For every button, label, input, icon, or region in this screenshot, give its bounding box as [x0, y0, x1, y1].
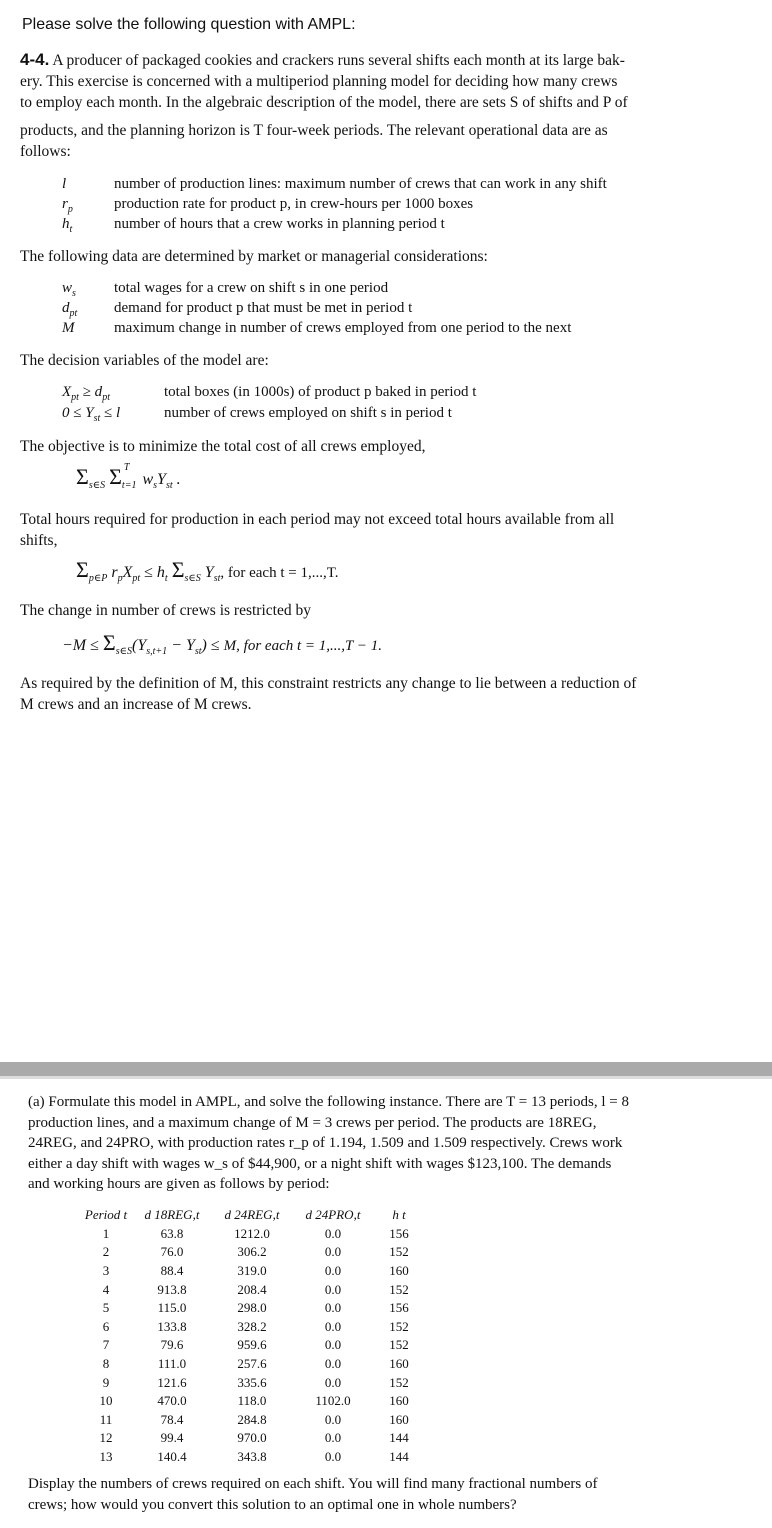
- table-cell: 959.6: [237, 1337, 267, 1353]
- table-cell: 0.0: [324, 1244, 342, 1260]
- table-cell: 144: [389, 1449, 409, 1465]
- bound-subscript: pt: [102, 392, 110, 403]
- table-row: [80, 1299, 424, 1318]
- intro-line: Please solve the following question with AMPL:: [22, 16, 356, 33]
- table-cell: 111.0: [157, 1356, 187, 1372]
- table-cell: 0.0: [324, 1225, 342, 1241]
- m-line: As required by the definition of M, this constraint restricts any change to lie between a reduction of: [20, 675, 637, 692]
- definition-text: number of production lines: maximum number of crews that can work in any shift: [114, 176, 607, 192]
- table-body: [80, 1225, 424, 1467]
- table-cell: 79.6: [160, 1337, 184, 1353]
- column-header: h t: [392, 1207, 406, 1223]
- table-cell: 144: [389, 1430, 409, 1446]
- part-a-line: either a day shift with wages w_s of $44,900, or a night shift with wages $123,100. The demands: [28, 1155, 612, 1172]
- variable-expression: X: [62, 384, 72, 400]
- definition-text: total wages for a crew on shift s in one period: [114, 280, 389, 296]
- closing-line: Display the numbers of crews required on each shift. You will find many fractional numbers of: [28, 1476, 598, 1492]
- column-header: d 24PRO,t: [305, 1207, 361, 1223]
- table-cell: 8: [102, 1356, 110, 1372]
- symbol: d: [62, 300, 70, 316]
- symbol-subscript: s: [72, 288, 76, 299]
- symbol: M: [62, 320, 75, 336]
- table-cell: 0.0: [324, 1356, 342, 1372]
- table-cell: 152: [389, 1281, 409, 1297]
- section-divider-shadow: [0, 1076, 772, 1079]
- table-cell: 470.0: [157, 1393, 187, 1409]
- table-row: [80, 1262, 424, 1281]
- problem-line: products, and the planning horizon is T four-week periods. The relevant operational data are as: [20, 122, 608, 139]
- column-header: Period t: [84, 1207, 128, 1223]
- table-cell: 121.6: [157, 1374, 187, 1390]
- table-row: [80, 1411, 424, 1430]
- operational-data-list: [0, 174, 772, 238]
- problem-line: A producer of packaged cookies and crackers runs several shifts each month at its large bak-: [52, 52, 625, 69]
- hours-intro: [20, 509, 700, 551]
- table-cell: 1102.0: [315, 1393, 351, 1409]
- table-cell: 11: [99, 1411, 113, 1427]
- table-cell: 0.0: [324, 1449, 342, 1465]
- table-row: [80, 1280, 424, 1299]
- hours-line: Total hours required for production in each period may not exceed total hours available from all: [20, 511, 615, 528]
- symbol: w: [62, 280, 73, 296]
- table-cell: 152: [389, 1337, 409, 1353]
- variable-description: total boxes (in 1000s) of product p baked in period t: [164, 384, 477, 400]
- table-row: [80, 1392, 424, 1411]
- table-row: [80, 1373, 424, 1392]
- problem-paragraph-1: [20, 49, 700, 113]
- table-cell: 156: [389, 1300, 409, 1316]
- table-cell: 115.0: [157, 1300, 187, 1316]
- table-cell: 0.0: [324, 1337, 342, 1353]
- table-row: [80, 1355, 424, 1374]
- m-explanation: [20, 673, 700, 715]
- part-a-line: and working hours are given as follows by period:: [28, 1176, 330, 1192]
- definition-text: demand for product p that must be met in period t: [114, 300, 413, 316]
- table-cell: 343.8: [237, 1449, 267, 1465]
- table-cell: 335.6: [237, 1374, 267, 1390]
- table-cell: 152: [389, 1244, 409, 1260]
- table-cell: 160: [389, 1356, 409, 1372]
- table-cell: 78.4: [160, 1411, 184, 1427]
- variable-expression: 0 ≤ Y: [62, 405, 94, 421]
- table-cell: 328.2: [237, 1318, 267, 1334]
- table-cell: 208.4: [237, 1281, 267, 1297]
- table-cell: 0.0: [324, 1300, 342, 1316]
- table-cell: 0.0: [324, 1430, 342, 1446]
- section-divider: [0, 1062, 772, 1076]
- table-row: [80, 1429, 424, 1448]
- closing-line: crews; how would you convert this solution to an optimal one in whole numbers?: [28, 1496, 517, 1513]
- table-cell: 2: [102, 1244, 110, 1260]
- column-header: d 18REG,t: [144, 1207, 200, 1223]
- table-cell: 10: [99, 1393, 113, 1409]
- problem-line: follows:: [20, 143, 71, 160]
- table-cell: 160: [389, 1411, 409, 1427]
- table-cell: 1: [102, 1225, 110, 1241]
- table-cell: 118.0: [237, 1393, 267, 1409]
- symbol: l: [62, 176, 67, 192]
- market-data-list: [0, 278, 772, 342]
- table-cell: 13: [99, 1449, 113, 1465]
- table-cell: 88.4: [160, 1263, 184, 1279]
- hours-line: shifts,: [20, 532, 58, 549]
- hours-constraint: $\Sigma_{p\in P}$ $r_pX_{pt} \le h_t$ $\Sigma_{s\in S}$ $Y_{st}$, for each t = 1,...,T.: [76, 557, 339, 584]
- table-cell: 0.0: [324, 1318, 342, 1334]
- m-line: M crews and an increase of M crews.: [20, 696, 252, 713]
- table-cell: 970.0: [237, 1430, 267, 1446]
- table-row: [80, 1243, 424, 1262]
- problem-line: to employ each month. In the algebraic description of the model, there are sets S of shifts and P of: [20, 94, 628, 111]
- objective-formula: $\Sigma_{s\in S}$ Σ $_{T t=1}$ $w_sY_{st}$ .: [76, 462, 181, 491]
- part-a-line: production lines, and a maximum change of M = 3 crews per period. The products are 18REG,: [28, 1114, 597, 1131]
- table-cell: 133.8: [157, 1318, 187, 1334]
- variable-description: number of crews employed on shift s in period t: [164, 405, 452, 421]
- table-cell: 160: [389, 1393, 409, 1409]
- closing-paragraph: [28, 1474, 728, 1515]
- table-cell: 0.0: [324, 1263, 342, 1279]
- table-cell: 6: [102, 1318, 110, 1334]
- table-cell: 152: [389, 1318, 409, 1334]
- table-cell: 140.4: [157, 1449, 187, 1465]
- definition-text: number of hours that a crew works in planning period t: [114, 216, 445, 232]
- variable-bound: ≥ d: [78, 384, 103, 400]
- table-cell: 63.8: [160, 1225, 184, 1241]
- variable-subscript: st: [93, 413, 101, 424]
- problem-paragraph-2: [20, 120, 700, 162]
- table-row: [80, 1336, 424, 1355]
- table-cell: 913.8: [157, 1281, 187, 1297]
- table-cell: 306.2: [237, 1244, 267, 1260]
- variable-bound: ≤ l: [100, 405, 121, 421]
- part-a-line: 24REG, and 24PRO, with production rates r_p of 1.194, 1.509 and 1.509 respectively. Crews work: [28, 1135, 623, 1151]
- objective-intro: The objective is to minimize the total cost of all crews employed,: [20, 438, 426, 455]
- table-cell: 319.0: [237, 1263, 267, 1279]
- constraint-tail: , for each t = 1,...,T.: [220, 565, 339, 581]
- symbol: r: [62, 196, 68, 212]
- table-cell: 7: [102, 1337, 110, 1353]
- table-header-row: [80, 1206, 424, 1225]
- symbol-subscript: t: [69, 224, 73, 235]
- table-cell: 284.8: [237, 1411, 267, 1427]
- table-cell: 76.0: [160, 1244, 184, 1260]
- table-cell: 99.4: [160, 1430, 184, 1446]
- part-a-line: (a) Formulate this model in AMPL, and solve the following instance. There are T = 13 periods, l = 8: [28, 1094, 629, 1110]
- column-header: d 24REG,t: [224, 1207, 280, 1223]
- problem-number: 4-4.: [20, 50, 50, 69]
- decision-intro: The decision variables of the model are:: [20, 352, 269, 369]
- table-cell: 12: [99, 1430, 113, 1446]
- symbol-subscript: p: [67, 204, 73, 215]
- table-row: [80, 1448, 424, 1467]
- table-row: [80, 1225, 424, 1244]
- table-cell: 156: [389, 1225, 409, 1241]
- market-intro: The following data are determined by market or managerial considerations:: [20, 248, 488, 265]
- table-cell: 0.0: [324, 1281, 342, 1297]
- variable-subscript: pt: [71, 392, 79, 403]
- table-cell: 3: [102, 1263, 110, 1279]
- table-row: [80, 1318, 424, 1337]
- demand-hours-table: [80, 1206, 424, 1466]
- part-a-paragraph: [28, 1092, 728, 1195]
- table-cell: 257.6: [237, 1356, 267, 1372]
- problem-line: ery. This exercise is concerned with a multiperiod planning model for deciding how many crews: [20, 73, 618, 90]
- definition-text: production rate for product p, in crew-hours per 1000 boxes: [114, 196, 474, 212]
- definition-text: maximum change in number of crews employed from one period to the next: [114, 320, 572, 336]
- symbol-subscript: pt: [69, 308, 78, 319]
- change-constraint: $-M \le \Sigma_{s\in S}(Y_{s,t+1} - Y_{st}) \le M$, for each t = 1,...,T − 1.: [62, 630, 382, 657]
- change-intro: The change in number of crews is restricted by: [20, 602, 311, 619]
- table-cell: 0.0: [324, 1374, 342, 1390]
- table-cell: 160: [389, 1263, 409, 1279]
- table-cell: 4: [102, 1281, 110, 1297]
- symbol: h: [62, 216, 70, 232]
- table-cell: 9: [102, 1374, 110, 1390]
- table-cell: 1212.0: [234, 1225, 270, 1241]
- table-cell: 0.0: [324, 1411, 342, 1427]
- constraint-tail: M, for each t = 1,...,T − 1.: [223, 638, 382, 654]
- table-cell: 5: [102, 1300, 110, 1316]
- decision-variable-list: [0, 382, 772, 424]
- table-cell: 152: [389, 1374, 409, 1390]
- table-cell: 298.0: [237, 1300, 267, 1316]
